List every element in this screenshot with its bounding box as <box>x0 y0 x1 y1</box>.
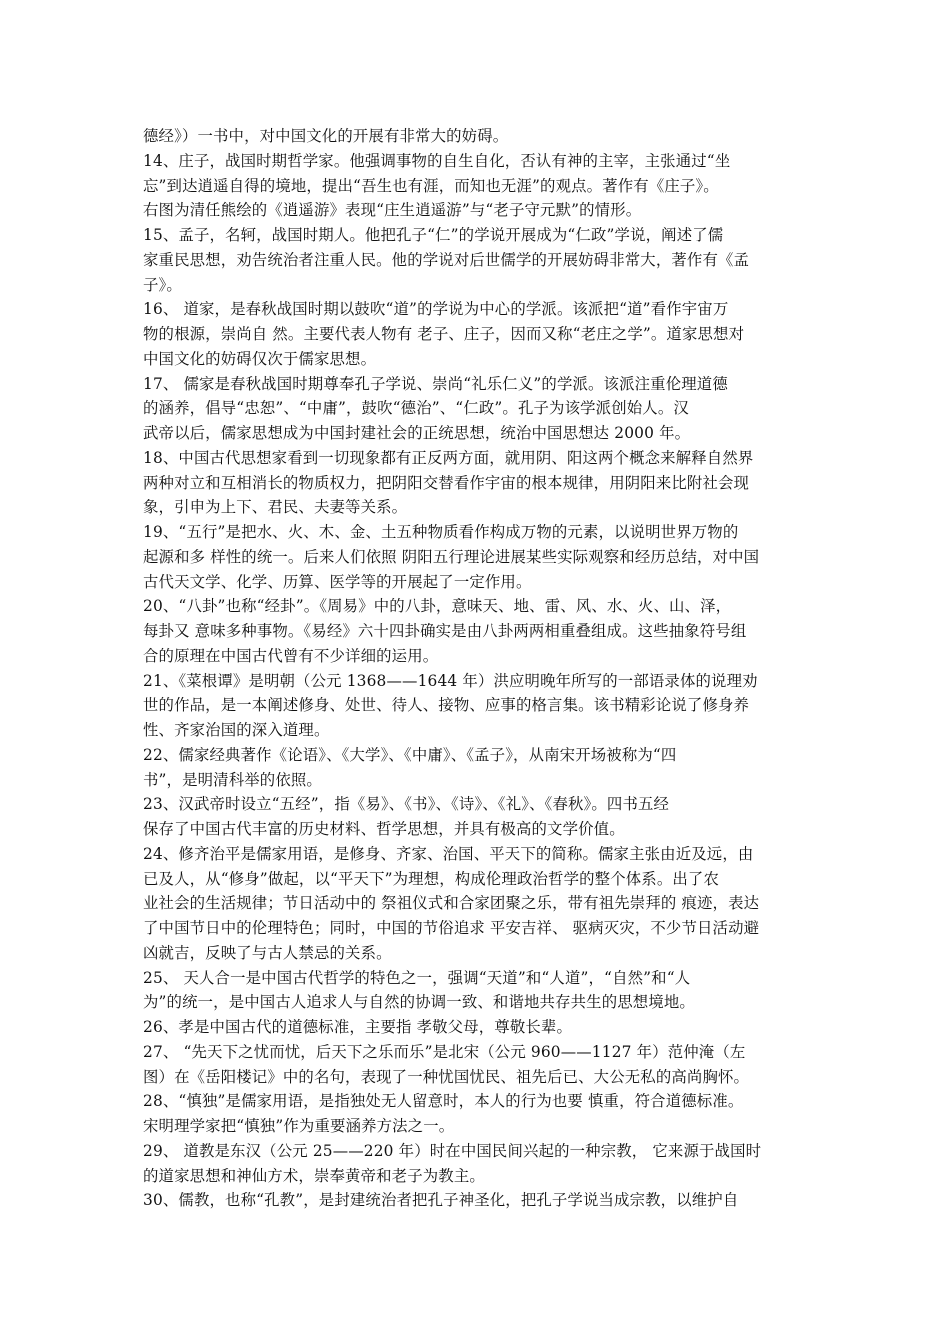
text-line: 17、 儒家是春秋战国时期尊奉孔子学说、崇尚“礼乐仁义”的学派。该派注重伦理道德 <box>143 374 728 393</box>
text-line: 中国文化的妨碍仅次于儒家思想。 <box>143 349 377 368</box>
text-line: 右图为清任熊绘的《逍遥游》表现“庄生逍遥游”与“老子守元默”的情形。 <box>143 201 642 220</box>
text-line: 20、“八卦”也称“经卦”。《周易》中的八卦，意味天、地、雷、风、水、火、山、泽， <box>143 597 732 616</box>
text-line: 的涵养，倡导“忠恕”、“中庸”，鼓吹“德治”、“仁政”。孔子为该学派创始人。汉 <box>143 399 689 418</box>
text-line: 子》。 <box>143 275 182 294</box>
text-line: 古代天文学、化学、历算、医学等的开展起了一定作用。 <box>143 572 532 591</box>
text-line: 18、中国古代思想家看到一切现象都有正反两方面，就用阴、阳这两个概念来解释自然界 <box>143 448 754 467</box>
text-line: 起源和多 样性的统一。后来人们依照 阴阳五行理论进展某些实际观察和经历总结，对中国 <box>143 547 760 566</box>
text-line: 合的原理在中国古代曾有不少详细的运用。 <box>143 646 439 665</box>
text-line: 保存了中国古代丰富的历史材料、哲学思想，并具有极高的文学价值。 <box>143 820 625 838</box>
text-line: 宋明理学家把“慎独”作为重要涵养方法之一。 <box>143 1117 455 1135</box>
text-line: 26、孝是中国古代的道德标准，主要指 孝敬父母，尊敬长辈。 <box>143 1018 572 1036</box>
text-line: 27、 “先天下之忧而忧，后天下之乐而乐”是北宋（公元 960——1127 年）范仲淹（左 <box>143 1042 746 1061</box>
text-line: 家重民思想，劝告统治者注重人民。他的学说对后世儒学的开展妨碍非常大，著作有《孟 <box>143 250 750 269</box>
text-line: 凶就吉，反映了与古人禁忌的关系。 <box>143 943 392 962</box>
text-line: 了中国节日中的伦理特色；同时，中国的节俗追求 平安吉祥、 驱病灭灾，不少节日活动避 <box>143 919 760 937</box>
text-line: 21、《菜根谭》是明朝（公元 1368——1644 年）洪应明晚年所写的一部语录体的说理劝 <box>143 671 758 690</box>
text-line: 22、儒家经典著作《论语》、《大学》、《中庸》、《孟子》，从南宋开场被称为“四 <box>143 745 677 764</box>
text-line: 24、修齐治平是儒家用语，是修身、齐家、治国、平天下的简称。儒家主张由近及远，由 <box>143 844 754 863</box>
text-line: 武帝以后，儒家思想成为中国封建社会的正统思想，统治中国思想达 2000 年。 <box>143 424 691 442</box>
text-line: 象，引申为上下、君民、夫妻等关系。 <box>143 498 408 517</box>
text-line: 28、“慎独”是儒家用语，是指独处无人留意时，本人的行为也要 慎重，符合道德标准。 <box>143 1092 744 1111</box>
text-line: 30、儒教，也称“孔教”，是封建统治者把孔子神圣化，把孔子学说当成宗教，以维护自 <box>143 1191 739 1210</box>
text-line: 书”，是明清科举的依照。 <box>143 770 322 789</box>
text-line: 已及人，从“修身”做起，以“平天下”为理想，构成伦理政治哲学的整个体系。出了农 <box>143 869 719 888</box>
text-line: 业社会的生活规律；节日活动中的 祭祖仪式和合家团聚之乐，带有祖先崇拜的 痕迹，表达 <box>143 894 760 913</box>
text-line: 为”的统一，是中国古人追求人与自然的协调一致、和谐地共存共生的思想境地。 <box>143 993 695 1012</box>
document-body <box>143 124 815 1213</box>
text-line: 19、“五行”是把水、火、木、金、土五种物质看作构成万物的元素，以说明世界万物的 <box>143 523 739 541</box>
text-line: 世的作品，是一本阐述修身、处世、待人、接物、应事的格言集。该书精彩论说了修身养 <box>143 696 750 715</box>
text-line: 忘”到达逍遥自得的境地，提出“吾生也有涯，而知也无涯”的观点。著作有《庄子》。 <box>143 176 719 195</box>
text-line: 每卦又 意味多种事物。《易经》六十四卦确实是由八卦两两相重叠组成。这些抽象符号组 <box>143 622 747 640</box>
text-line: 物的根源，崇尚自 然。主要代表人物有 老子、庄子，因而又称“老庄之学”。道家思想对 <box>143 325 745 343</box>
text-line: 性、齐家治国的深入道理。 <box>143 721 330 739</box>
text-line: 15、孟子，名轲，战国时期人。他把孔子“仁”的学说开展成为“仁政”学说，阐述了儒 <box>143 226 724 244</box>
text-line: 图）在《岳阳楼记》中的名句，表现了一种忧国忧民、祖先后已、大公无私的高尚胸怀。 <box>143 1067 750 1086</box>
text-line: 16、 道家，是春秋战国时期以鼓吹“道”的学说为中心的学派。该派把“道”看作宇宙万 <box>143 300 729 319</box>
text-line: 两种对立和互相消长的物质权力，把阴阳交替看作宇宙的根本规律，用阴阳来比附社会现 <box>143 473 750 492</box>
text-line: 29、 道教是东汉（公元 25——220 年）时在中国民间兴起的一种宗教， 它来源于战国时 <box>143 1141 762 1160</box>
text-line: 的道家思想和神仙方术，崇奉黄帝和老子为教主。 <box>143 1166 485 1185</box>
text-line: 23、汉武帝时设立“五经”，指《易》、《书》、《诗》、《礼》、《春秋》。四书五经 <box>143 795 670 814</box>
text-line: 25、 天人合一是中国古代哲学的特色之一，强调“天道”和“人道”，“自然”和“人 <box>143 968 691 987</box>
text-line: 14、庄子，战国时期哲学家。他强调事物的自生自化，否认有神的主宰，主张通过“坐 <box>143 151 731 170</box>
text-line: 德经》）一书中，对中国文化的开展有非常大的妨碍。 <box>143 127 509 145</box>
